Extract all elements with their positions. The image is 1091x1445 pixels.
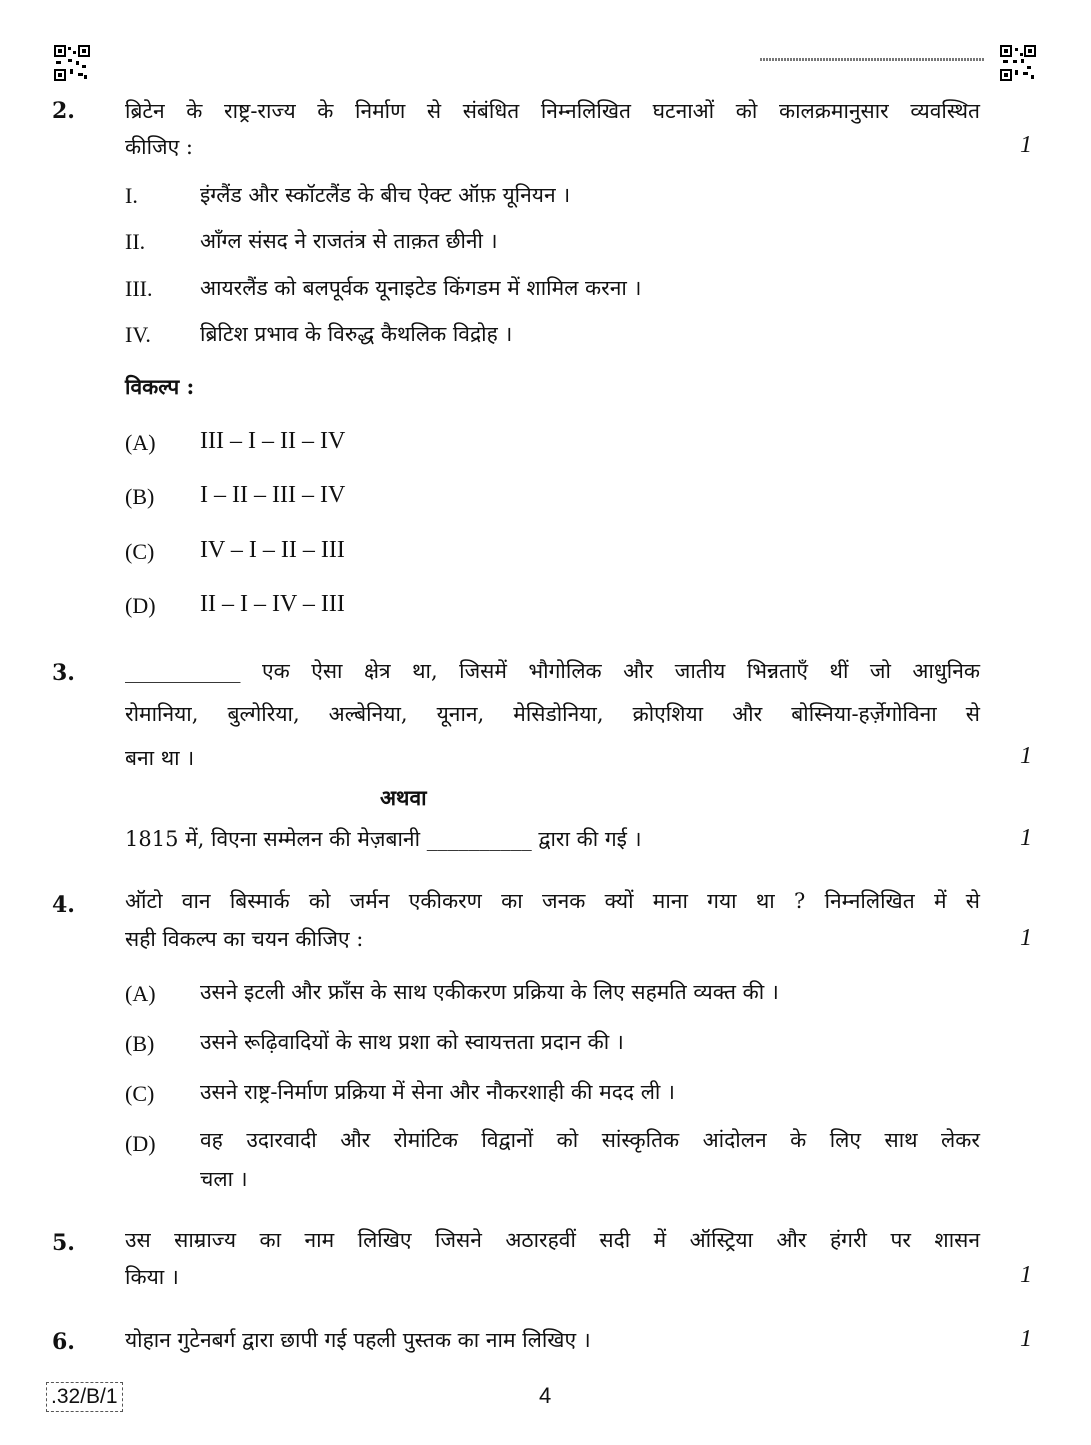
question-number: 6. — [52, 1329, 75, 1355]
question-text: ब्रिटेन के राष्ट्र-राज्य के निर्माण से संबंधित निम्नलिखित घटनाओं को कालक्रमानुसार व्यवस्थित — [125, 99, 980, 123]
option-text: IV – I – II – III — [200, 537, 345, 563]
option-label: (B) — [125, 484, 155, 509]
qr-code-left — [54, 45, 90, 81]
qr-code-right — [1000, 45, 1036, 81]
option-text: II – I – IV – III — [200, 591, 345, 617]
question-text: ऑटो वान बिस्मार्क को जर्मन एकीकरण का जनक क्यों माना गया था ? निम्नलिखित में से — [125, 889, 980, 913]
option-text: III – I – II – IV — [200, 428, 346, 454]
option-label: (B) — [125, 1031, 155, 1056]
question-text: कीजिए : — [125, 135, 193, 159]
question-number: 2. — [52, 98, 75, 124]
marks: 1 — [1020, 1326, 1032, 1352]
question-text: सही विकल्प का चयन कीजिए : — [125, 927, 364, 951]
question-text: रोमानिया, बुल्गेरिया, अल्बेनिया, यूनान, मेसिडोनिया, क्रोएशिया और बोस्निया-हर्ज़ेगोविना से — [125, 702, 980, 726]
marks: 1 — [1020, 132, 1032, 158]
marks: 1 — [1020, 743, 1032, 769]
item-text: आँग्ल संसद ने राजतंत्र से ताक़त छीनी । — [200, 229, 498, 253]
item-numeral: IV. — [125, 322, 151, 347]
item-text: ब्रिटिश प्रभाव के विरुद्ध कैथलिक विद्रोह । — [200, 322, 513, 346]
options-heading: विकल्प : — [125, 374, 195, 399]
question-text: किया । — [125, 1265, 179, 1289]
header-microtext — [760, 58, 985, 61]
option-label: (D) — [125, 593, 156, 618]
question-text: उस साम्राज्य का नाम लिखिए जिसने अठारहवीं सदी में ऑस्ट्रिया और हंगरी पर शासन — [125, 1228, 980, 1252]
item-text: इंग्लैंड और स्कॉटलैंड के बीच ऐक्ट ऑफ़ यूनियन । — [200, 183, 571, 207]
option-text: उसने रूढ़िवादियों के साथ प्रशा को स्वायत्तता प्रदान की । — [200, 1030, 624, 1054]
item-text: आयरलैंड को बलपूर्वक यूनाइटेड किंगडम में शामिल करना । — [200, 276, 642, 300]
page-number: 4 — [539, 1383, 552, 1408]
or-divider: अथवा — [380, 785, 427, 810]
option-text: वह उदारवादी और रोमांटिक विद्वानों को सांस्कृतिक आंदोलन के लिए साथ लेकर — [200, 1128, 980, 1152]
question-text: बना था । — [125, 746, 195, 770]
option-label: (A) — [125, 430, 156, 455]
option-label: (A) — [125, 981, 156, 1006]
question-text: 1815 में, विएना सम्मेलन की मेज़बानी __________ द्वारा की गई । — [125, 827, 642, 851]
option-label: (D) — [125, 1131, 156, 1156]
option-text: I – II – III – IV — [200, 482, 346, 508]
option-text: उसने राष्ट्र-निर्माण प्रक्रिया में सेना और नौकरशाही की मदद ली । — [200, 1080, 676, 1104]
question-number: 4. — [52, 892, 75, 918]
option-label: (C) — [125, 1081, 155, 1106]
marks: 1 — [1020, 1262, 1032, 1288]
question-number: 3. — [52, 660, 75, 686]
marks: 1 — [1020, 825, 1032, 851]
question-text: योहान गुटेनबर्ग द्वारा छापी गई पहली पुस्तक का नाम लिखिए । — [125, 1328, 591, 1352]
paper-code: .32/B/1 — [46, 1382, 123, 1412]
item-numeral: II. — [125, 229, 146, 254]
question-text: ___________ एक ऐसा क्षेत्र था, जिसमें भौगोलिक और जातीय भिन्नताएँ थीं जो आधुनिक — [125, 659, 980, 683]
option-text: उसने इटली और फ्राँस के साथ एकीकरण प्रक्रिया के लिए सहमति व्यक्त की । — [200, 980, 779, 1004]
item-numeral: III. — [125, 276, 153, 301]
marks: 1 — [1020, 925, 1032, 951]
question-number: 5. — [52, 1230, 75, 1256]
option-text-continued: चला । — [200, 1167, 248, 1191]
item-numeral: I. — [125, 183, 138, 208]
option-label: (C) — [125, 539, 155, 564]
